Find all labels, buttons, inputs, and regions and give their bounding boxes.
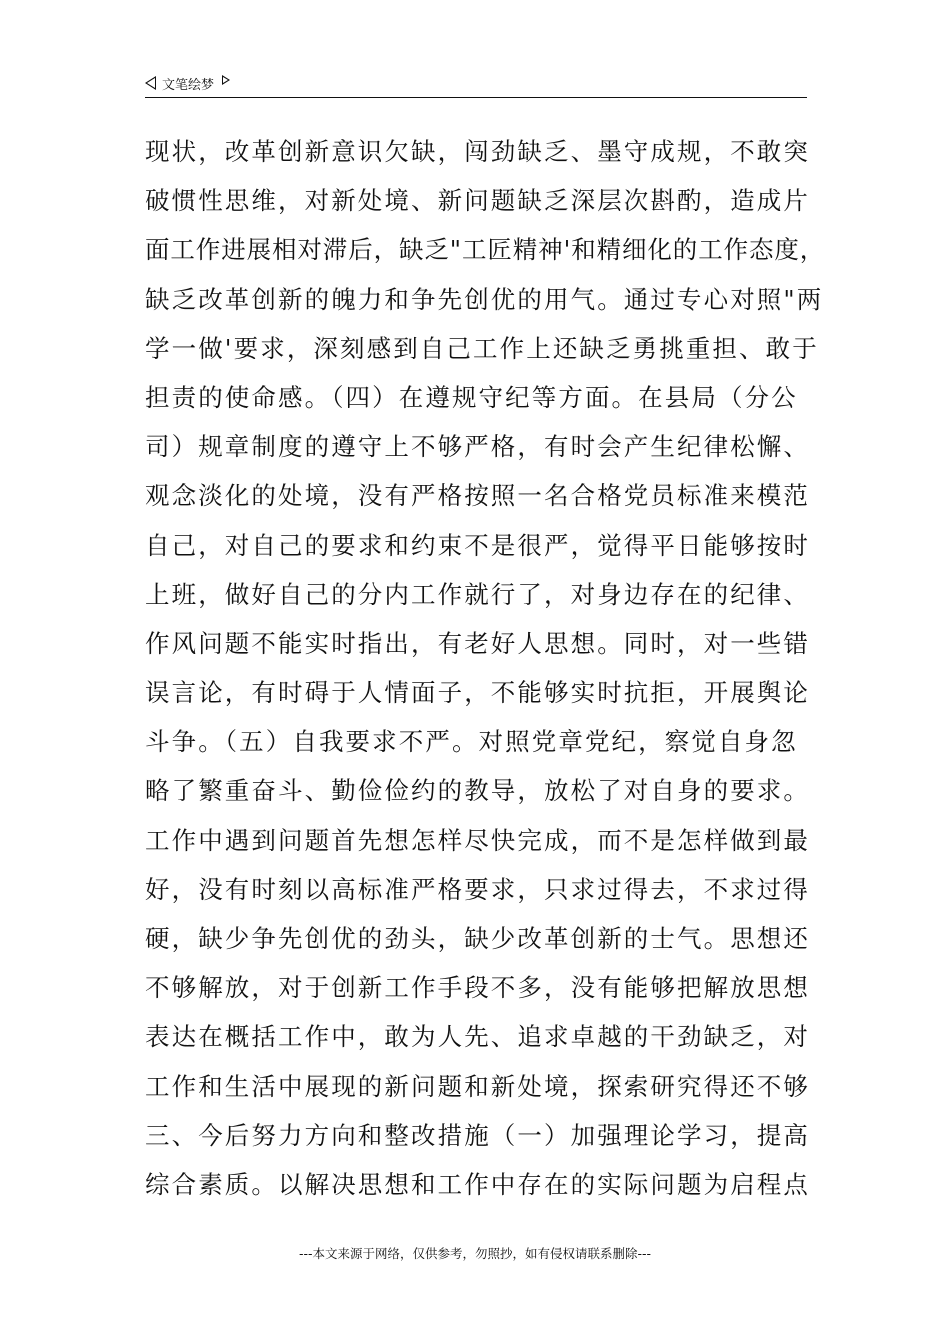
triangle-right-icon: [222, 75, 230, 85]
header-title: 文笔绘梦: [162, 77, 215, 93]
document-body: [145, 127, 826, 1209]
text-line: 学一做'要求，深刻感到自己工作上还缺乏勇挑重担、敢于: [145, 333, 819, 363]
text-line: 观念淡化的处境，没有严格按照一名合格党员标准来模范: [145, 481, 810, 511]
text-line: 工作和生活中展现的新问题和新处境，探索研究得还不够: [145, 1071, 810, 1101]
footer-disclaimer: ---本文来源于网络，仅供参考，勿照抄，如有侵权请联系删除---: [298, 1246, 652, 1261]
text-line: 好，没有时刻以高标准严格要求，只求过得去，不求过得: [145, 874, 810, 904]
text-line: 硬，缺少争先创优的劲头，缺少改革创新的士气。思想还: [145, 924, 810, 953]
text-line: 现状，改革创新意识欠缺，闯劲缺乏、墨守成规，不敢突: [145, 137, 810, 166]
text-line: 不够解放，对于创新工作手段不多，没有能够把解放思想: [145, 973, 810, 1003]
text-line: 略了繁重奋斗、勤俭俭约的教导，放松了对自身的要求。: [145, 776, 810, 806]
text-line: 上班，做好自己的分内工作就行了，对身边存在的纪律、: [145, 579, 810, 609]
text-line: 担责的使命感。（四）在遵规守纪等方面。在县局（分公: [145, 382, 798, 412]
text-line: 面工作进展相对滞后，缺乏"工匠精神'和精细化的工作态度，: [145, 235, 826, 265]
text-line: 作风问题不能实时指出，有老好人思想。同时，对一些错: [145, 628, 810, 658]
page-header: [145, 72, 807, 98]
text-line: 司）规章制度的遵守上不够严格，有时会产生纪律松懈、: [145, 432, 810, 462]
text-line: 缺乏改革创新的魄力和争先创优的用气。通过专心对照"两: [145, 284, 824, 314]
triangle-left-icon: [145, 76, 156, 90]
text-line: 综合素质。以解决思想和工作中存在的实际问题为启程点: [145, 1169, 810, 1199]
text-line: 工作中遇到问题首先想怎样尽快完成，而不是怎样做到最: [145, 825, 810, 855]
text-line: 表达在概括工作中，敢为人先、追求卓越的干劲缺乏，对: [145, 1022, 810, 1052]
text-line: 自己，对自己的要求和约束不是很严，觉得平日能够按时: [145, 530, 810, 560]
text-line: 三、今后努力方向和整改措施（一）加强理论学习，提高: [145, 1120, 810, 1150]
text-line: 误言论，有时碍于人情面子，不能够实时抗拒，开展舆论: [145, 678, 810, 708]
text-line: 破惯性思维，对新处境、新问题缺乏深层次斟酌，造成片: [145, 186, 810, 216]
text-line: 斗争。（五）自我要求不严。对照党章党纪，察觉自身忽: [145, 727, 798, 757]
header-rule: [145, 97, 807, 98]
